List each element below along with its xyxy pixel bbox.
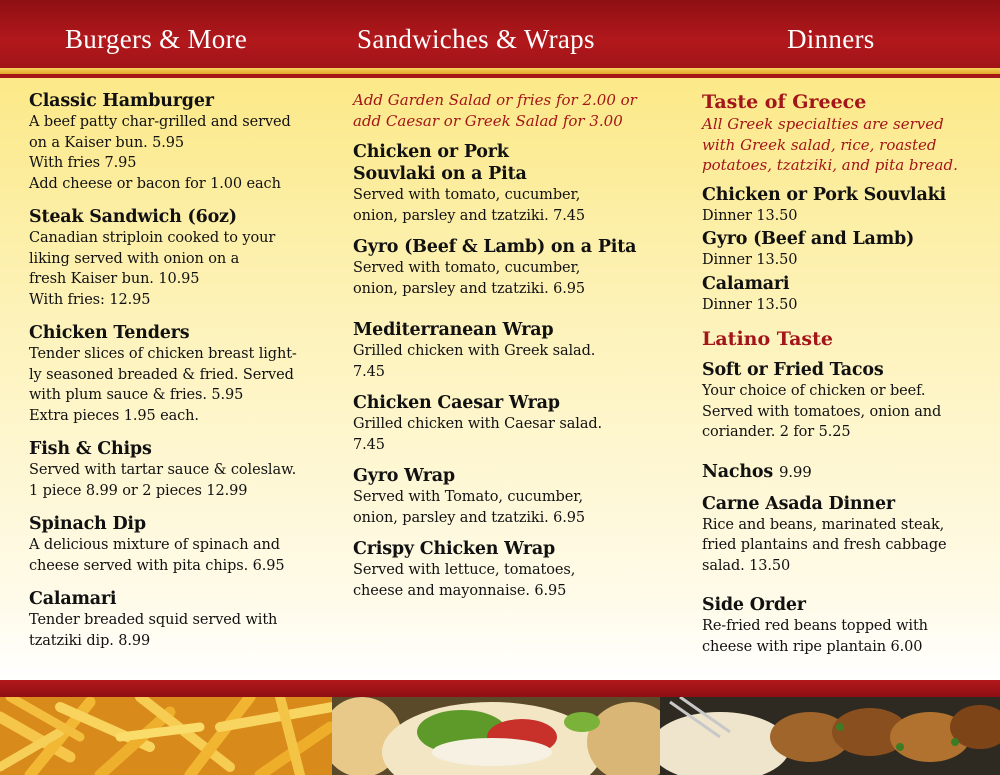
french-fries-photo	[0, 697, 332, 775]
item-desc-line: Re-fried red beans topped with	[702, 618, 928, 634]
item-desc-line: liking served with onion on a	[29, 250, 240, 267]
item-desc-line: With fries 7.95	[29, 155, 137, 171]
menu-item-crispy-chicken-wrap	[353, 538, 663, 601]
sandwiches-column	[353, 90, 663, 610]
item-price: Dinner 13.50	[702, 207, 798, 224]
subsection-title-latino: Latino Taste	[702, 328, 833, 350]
dinners-column	[702, 90, 992, 666]
item-desc-line: cheese served with pita chips. 6.95	[29, 557, 285, 574]
item-desc-line: fried plantains and fresh cabbage	[702, 537, 947, 553]
item-desc-line: Served with tomato, cucumber,	[353, 260, 581, 276]
item-name: Gyro (Beef & Lamb) on a Pita	[353, 237, 637, 257]
item-desc-line: Add cheese or bacon for 1.00 each	[29, 175, 281, 192]
note-line: potatoes, tzatziki, and pita bread.	[702, 156, 958, 174]
menu-item-tacos	[702, 359, 992, 443]
item-desc-line: salad. 13.50	[702, 557, 791, 574]
menu-item-calamari-dinner	[702, 273, 992, 316]
item-desc-line: Extra pieces 1.95 each.	[29, 407, 199, 424]
menu-item-fish-chips	[29, 438, 329, 501]
menu-item-souvlaki-pita	[353, 141, 663, 226]
item-desc-line: onion, parsley and tzatziki. 6.95	[353, 509, 586, 526]
item-name: Side Order	[702, 595, 806, 615]
item-desc-line: on a Kaiser bun. 5.95	[29, 134, 184, 151]
item-name: Chicken Caesar Wrap	[353, 393, 560, 413]
menu-item-chicken-caesar-wrap	[353, 392, 663, 455]
note-line: with Greek salad, rice, roasted	[702, 135, 937, 154]
item-desc-line: Your choice of chicken or beef.	[702, 383, 926, 399]
item-name: Carne Asada Dinner	[702, 493, 895, 514]
salad-upgrade-note	[353, 90, 663, 131]
item-name: Souvlaki on a Pita	[353, 164, 527, 184]
item-desc-line: ly seasoned breaded & fried. Served	[29, 366, 294, 383]
item-desc-line: Served with tomato, cucumber,	[353, 187, 581, 203]
menu-item-chicken-tenders	[29, 322, 329, 426]
menu-item-classic-hamburger	[29, 90, 329, 194]
item-desc-line: 1 piece 8.99 or 2 pieces 12.99	[29, 482, 248, 499]
note-line: add Caesar or Greek Salad for 3.00	[353, 111, 623, 130]
item-desc-line: Rice and beans, marinated steak,	[702, 516, 945, 533]
subsection-title-greece: Taste of Greece	[702, 91, 867, 113]
menu-item-gyro-dinner	[702, 228, 992, 271]
menu-item-gyro-wrap	[353, 465, 663, 528]
item-desc-line: Grilled chicken with Greek salad.	[353, 343, 596, 359]
item-name: Spinach Dip	[29, 514, 146, 534]
nachos-row	[702, 461, 992, 483]
item-price: Dinner 13.50	[702, 296, 798, 313]
section-header-sandwiches: Sandwiches & Wraps	[357, 24, 595, 54]
item-desc-line: cheese and mayonnaise. 6.95	[353, 582, 567, 599]
footer-bar	[0, 680, 1000, 697]
item-desc-line: 7.45	[353, 363, 385, 380]
item-name: Steak Sandwich (6oz)	[29, 207, 237, 227]
item-desc-line: coriander. 2 for 5.25	[702, 424, 851, 440]
item-desc-line: With fries: 12.95	[29, 291, 151, 308]
item-desc-line: Served with tomatoes, onion and	[702, 403, 942, 420]
item-name: Fish & Chips	[29, 439, 152, 459]
wrap-photo	[332, 697, 660, 775]
item-desc-line: Canadian striploin cooked to your	[29, 230, 276, 246]
item-desc-line: cheese with ripe plantain 6.00	[702, 638, 923, 655]
menu-item-spinach-dip	[29, 513, 329, 576]
item-name: Calamari	[702, 273, 790, 294]
item-desc-line: with plum sauce & fries. 5.95	[29, 387, 244, 403]
item-desc-line: fresh Kaiser bun. 10.95	[29, 271, 200, 287]
item-name: Chicken Tenders	[29, 323, 190, 343]
menu-item-calamari	[29, 588, 329, 651]
item-desc-line: Served with tartar sauce & coleslaw.	[29, 462, 297, 478]
item-name: Mediterranean Wrap	[353, 320, 554, 340]
menu-item-gyro-pita	[353, 236, 663, 299]
item-desc-line: A beef patty char-grilled and served	[29, 114, 291, 130]
note-line: All Greek specialties are served	[702, 115, 944, 133]
menu-item-mediterranean-wrap	[353, 319, 663, 382]
item-name: Gyro (Beef and Lamb)	[702, 229, 915, 249]
item-name: Classic Hamburger	[29, 91, 214, 111]
burgers-column	[29, 90, 329, 660]
header-red-stripe	[0, 74, 1000, 78]
menu-item-steak-sandwich	[29, 206, 329, 310]
item-desc-line: tzatziki dip. 8.99	[29, 632, 151, 649]
item-price: Dinner 13.50	[702, 252, 798, 268]
item-name: Gyro Wrap	[353, 466, 455, 486]
item-name: Chicken or Pork	[353, 142, 509, 162]
greece-note	[702, 114, 992, 176]
item-desc-line: onion, parsley and tzatziki. 7.45	[353, 207, 586, 224]
menu-item-side-order	[702, 594, 992, 657]
item-desc-line: Served with lettuce, tomatoes,	[353, 562, 576, 578]
item-desc-line: Grilled chicken with Caesar salad.	[353, 416, 603, 432]
item-name: Chicken or Pork Souvlaki	[702, 184, 946, 205]
section-header-dinners: Dinners	[787, 24, 875, 54]
menu-item-souvlaki-dinner	[702, 184, 992, 227]
menu-item-carne-asada	[702, 493, 992, 577]
item-name: Calamari	[29, 589, 117, 609]
note-line: Add Garden Salad or fries for 2.00 or	[353, 91, 637, 109]
item-name: Nachos	[702, 461, 774, 482]
item-price: 9.99	[778, 462, 812, 481]
item-name: Crispy Chicken Wrap	[353, 539, 556, 559]
section-header-burgers: Burgers & More	[65, 24, 248, 54]
item-desc-line: Tender breaded squid served with	[29, 612, 278, 628]
item-desc-line: Tender slices of chicken breast light-	[29, 346, 297, 362]
item-desc-line: A delicious mixture of spinach and	[29, 537, 280, 553]
menu-item-nachos	[702, 461, 992, 483]
item-desc-line: 7.45	[353, 436, 385, 453]
grilled-skewer-photo	[660, 697, 1000, 775]
item-desc-line: onion, parsley and tzatziki. 6.95	[353, 280, 586, 297]
item-name: Soft or Fried Tacos	[702, 360, 884, 380]
item-desc-line: Served with Tomato, cucumber,	[353, 489, 583, 505]
